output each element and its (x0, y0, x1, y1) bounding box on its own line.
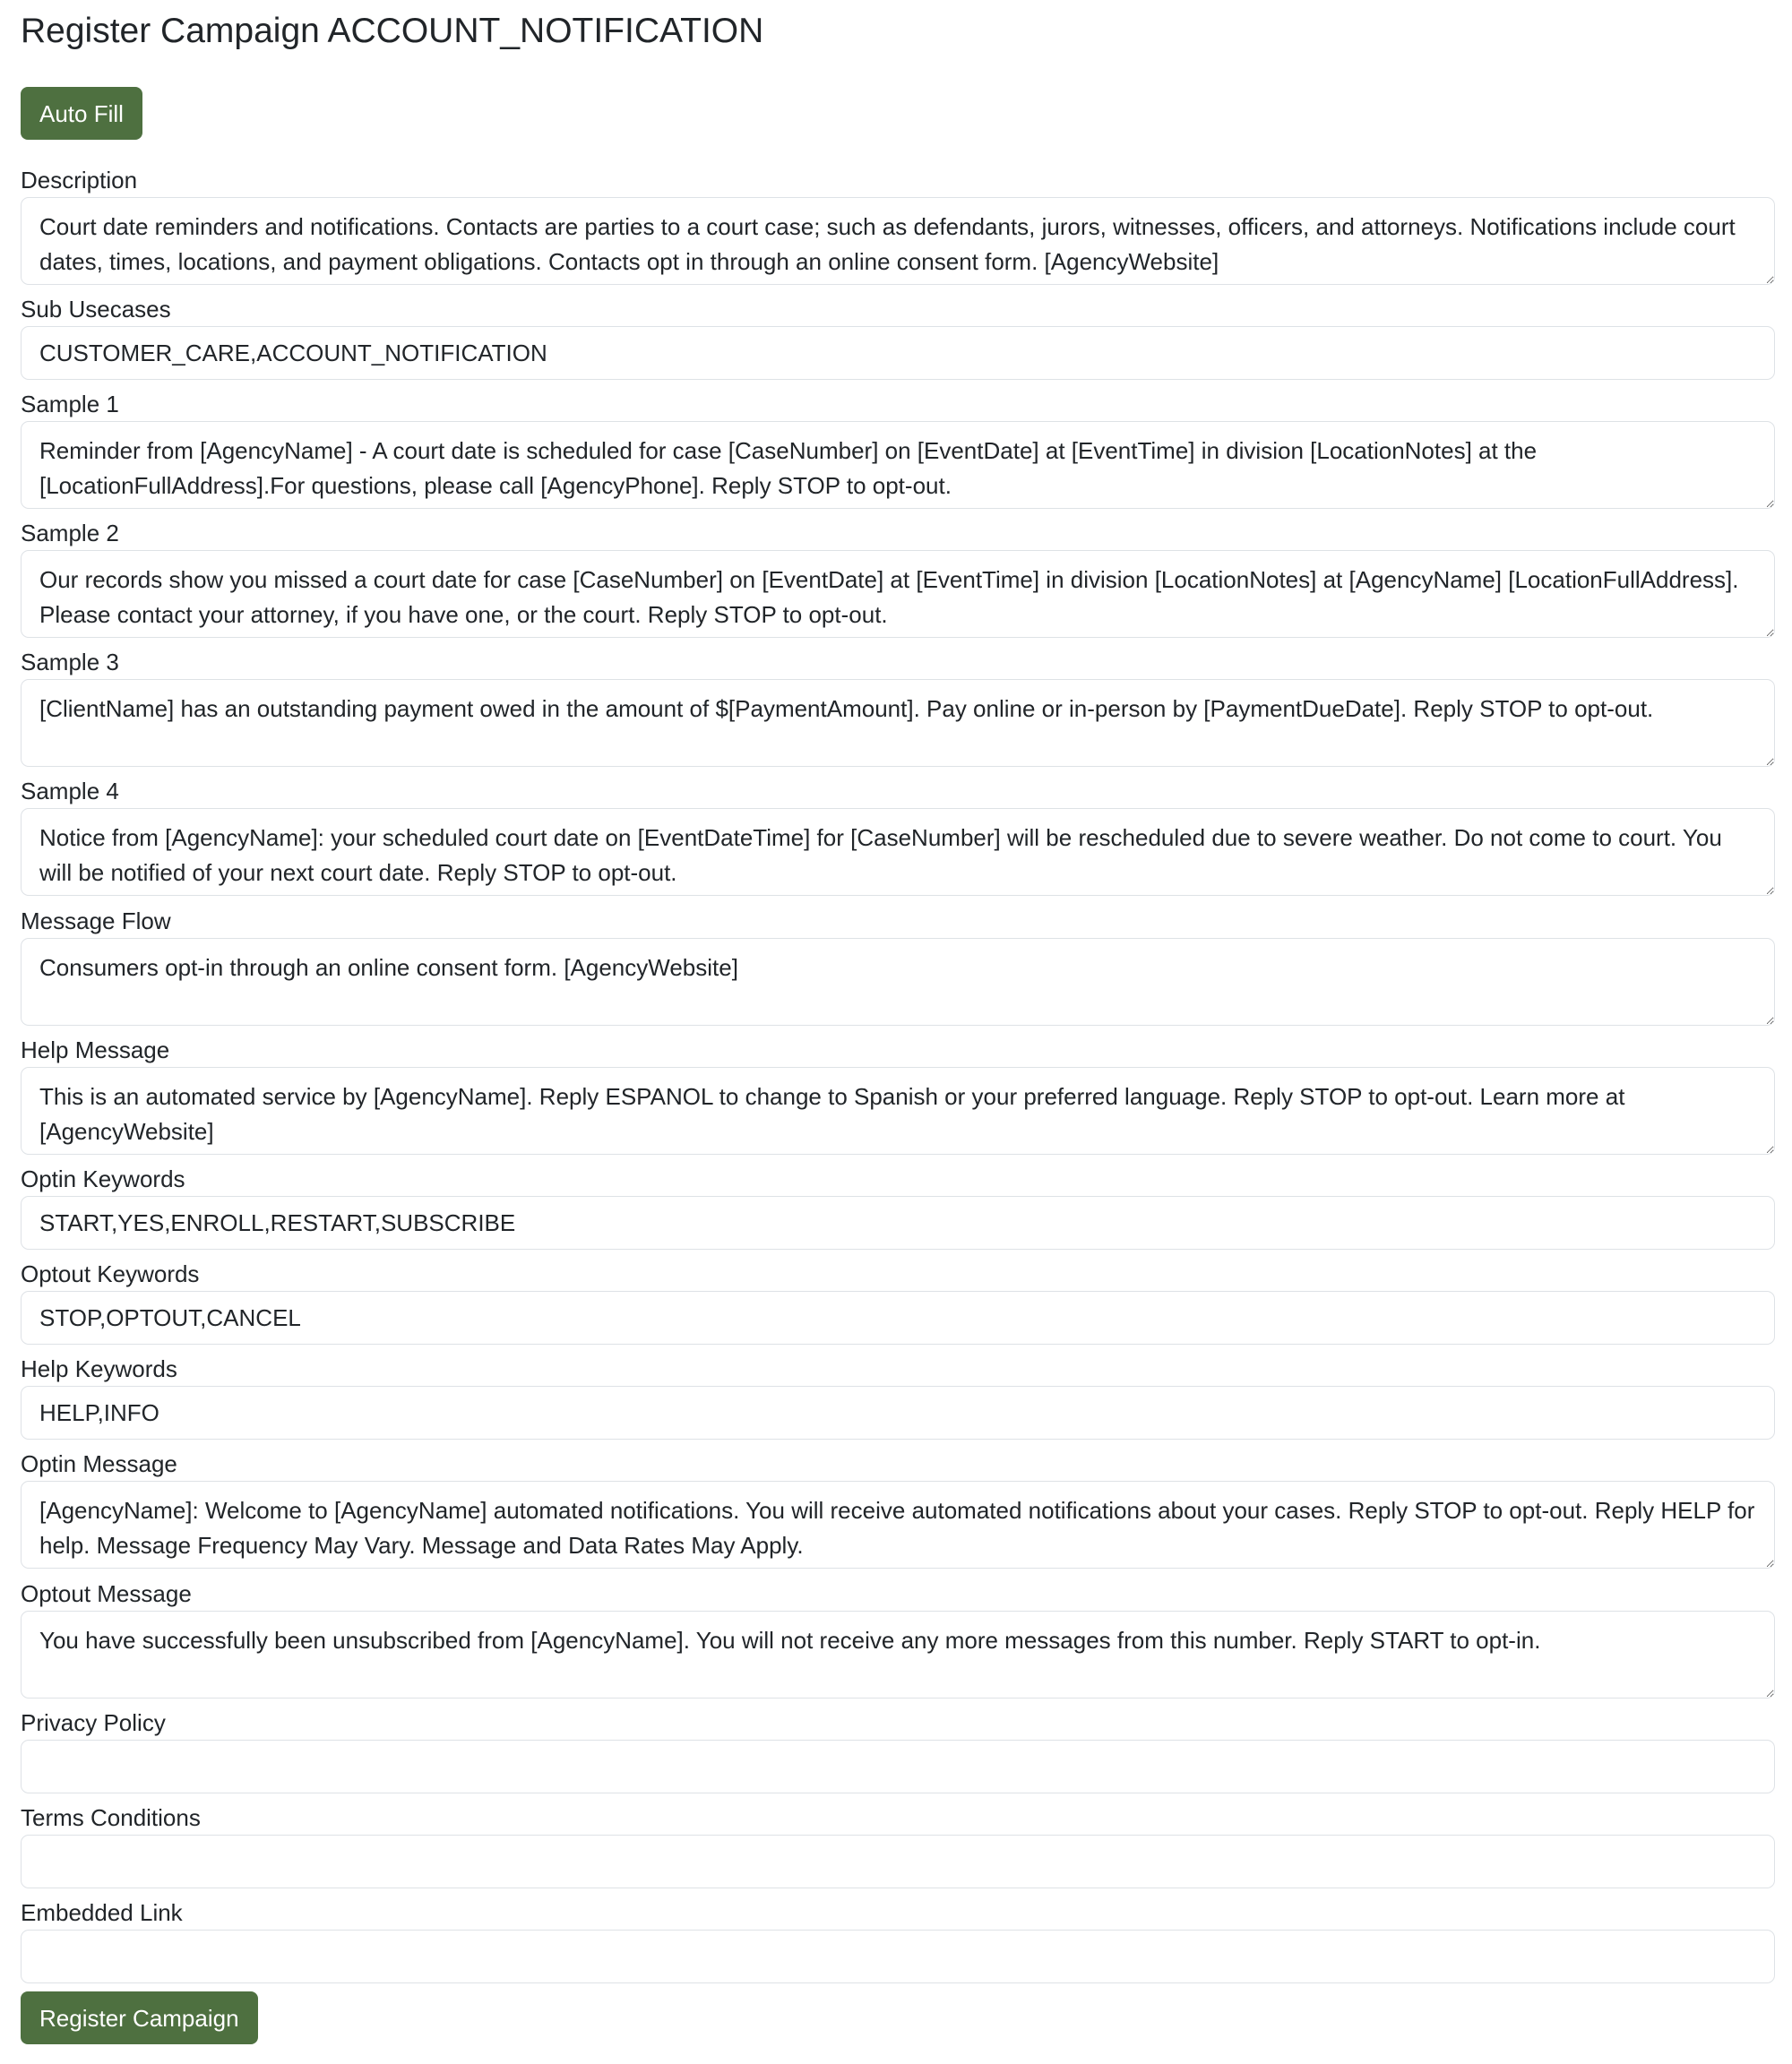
terms-conditions-input[interactable] (21, 1835, 1775, 1888)
sample-1-textarea[interactable] (21, 421, 1775, 509)
optout-message-label: Optout Message (21, 1580, 192, 1607)
embedded-link-label: Embedded Link (21, 1899, 183, 1926)
sample-3-textarea[interactable] (21, 679, 1775, 767)
privacy-policy-input[interactable] (21, 1740, 1775, 1793)
sample-4-label: Sample 4 (21, 778, 119, 804)
auto-fill-button[interactable]: Auto Fill (21, 87, 142, 140)
sample-2-textarea[interactable] (21, 550, 1775, 638)
optin-keywords-input[interactable] (21, 1196, 1775, 1250)
help-keywords-label: Help Keywords (21, 1355, 177, 1382)
sample-3-label: Sample 3 (21, 649, 119, 675)
sub-usecases-label: Sub Usecases (21, 296, 171, 322)
optin-message-textarea[interactable] (21, 1481, 1775, 1569)
help-message-label: Help Message (21, 1036, 170, 1063)
register-campaign-button[interactable]: Register Campaign (21, 1991, 258, 2044)
sample-4-textarea[interactable] (21, 808, 1775, 896)
help-keywords-input[interactable] (21, 1386, 1775, 1440)
optin-keywords-label: Optin Keywords (21, 1165, 185, 1192)
optout-message-textarea[interactable] (21, 1611, 1775, 1698)
sample-2-label: Sample 2 (21, 520, 119, 546)
description-label: Description (21, 167, 138, 194)
message-flow-label: Message Flow (21, 907, 171, 934)
privacy-policy-label: Privacy Policy (21, 1709, 166, 1736)
description-textarea[interactable] (21, 197, 1775, 285)
help-message-textarea[interactable] (21, 1067, 1775, 1155)
terms-conditions-label: Terms Conditions (21, 1804, 201, 1831)
optout-keywords-label: Optout Keywords (21, 1260, 200, 1287)
optin-message-label: Optin Message (21, 1450, 177, 1477)
embedded-link-input[interactable] (21, 1930, 1775, 1983)
optout-keywords-input[interactable] (21, 1291, 1775, 1345)
sub-usecases-input[interactable] (21, 326, 1775, 380)
message-flow-textarea[interactable] (21, 938, 1775, 1026)
sample-1-label: Sample 1 (21, 391, 119, 417)
page-title: Register Campaign ACCOUNT_NOTIFICATION (21, 12, 764, 50)
